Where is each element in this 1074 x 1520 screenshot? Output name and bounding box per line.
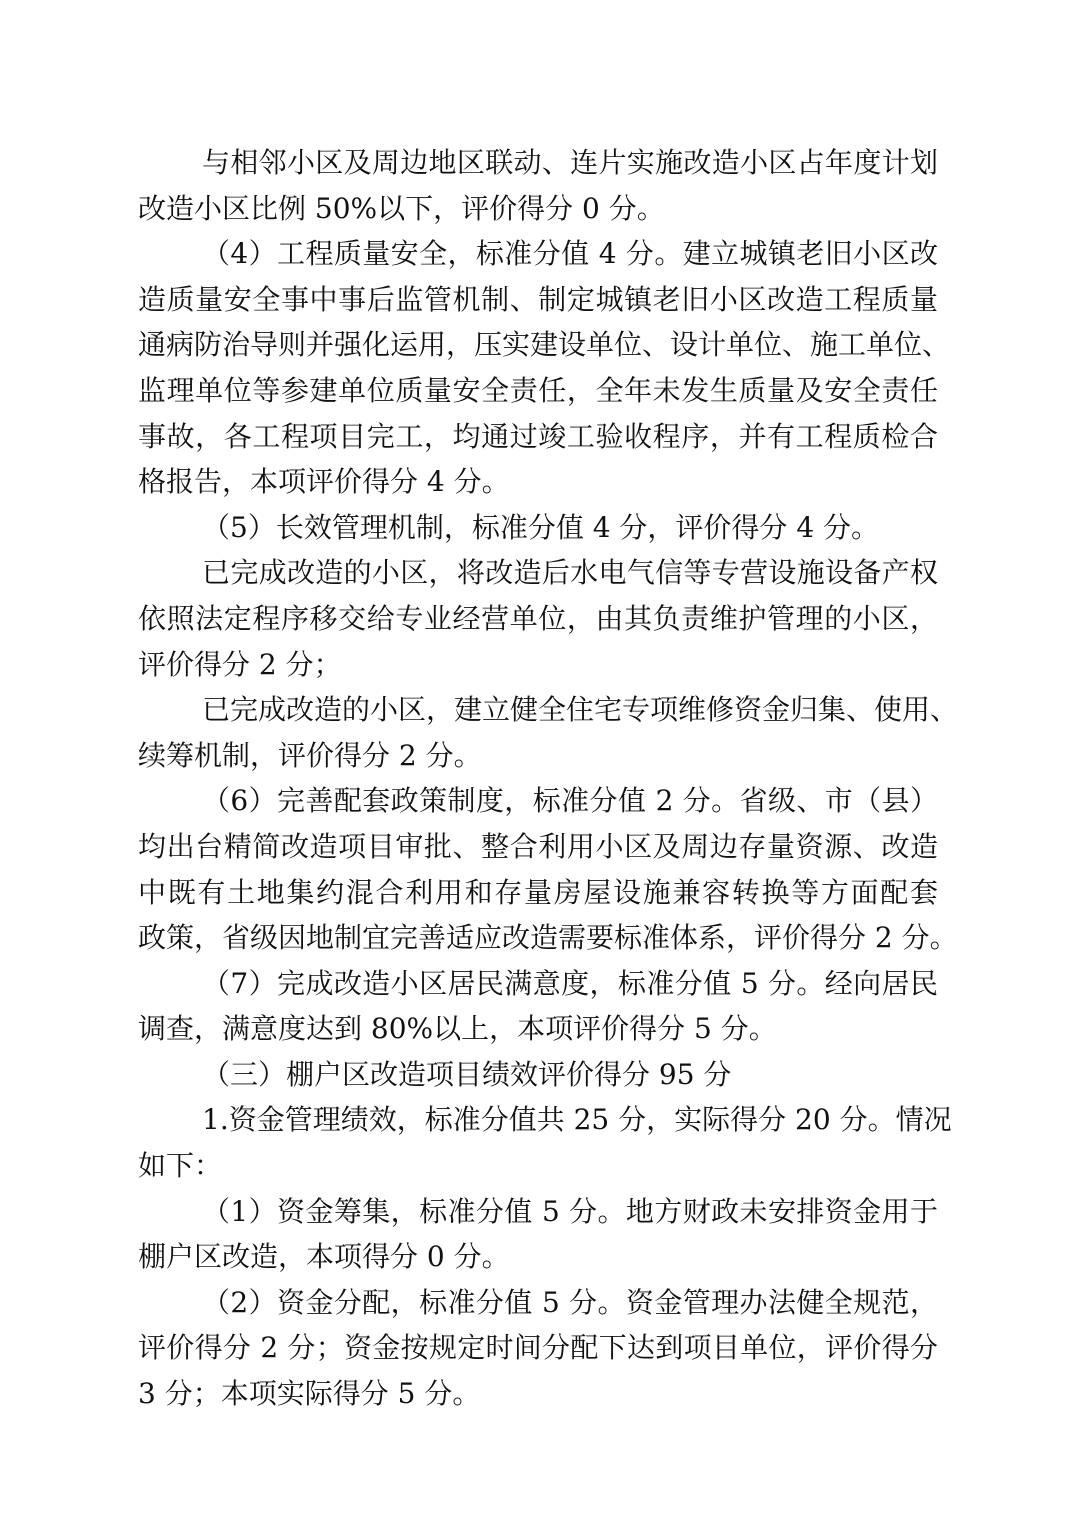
text-line: 评价得分 2 分；资金按规定时间分配下达到项目单位，评价得分 [138, 1331, 938, 1365]
text-line: 改造小区比例 50%以下，评价得分 0 分。 [138, 191, 665, 225]
text-line: 已完成改造的小区，将改造后水电气信等专营设施设备产权 [202, 556, 938, 590]
text-line: 依照法定程序移交给专业经营单位，由其负责维护管理的小区， [138, 601, 938, 635]
text-line: 棚户区改造，本项得分 0 分。 [138, 1240, 510, 1274]
text-line: 3 分；本项实际得分 5 分。 [138, 1377, 481, 1411]
text-line: （4）工程质量安全，标准分值 4 分。建立城镇老旧小区改 [202, 237, 938, 271]
text-line: 中既有土地集约混合利用和存量房屋设施兼容转换等方面配套 [138, 875, 938, 909]
section-heading: （三）棚户区改造项目绩效评价得分 95 分 [202, 1057, 732, 1091]
text-line: 通病防治导则并强化运用，压实建设单位、设计单位、施工单位、 [138, 328, 951, 362]
text-line: （2）资金分配，标准分值 5 分。资金管理办法健全规范， [202, 1285, 938, 1319]
text-line: 格报告，本项评价得分 4 分。 [138, 465, 510, 499]
text-line: 监理单位等参建单位质量安全责任，全年未发生质量及安全责任 [138, 373, 938, 407]
body-text [138, 140, 959, 1417]
text-line: 如下： [138, 1149, 223, 1183]
text-line: （6）完善配套政策制度，标准分值 2 分。省级、市（县） [202, 784, 938, 818]
text-line: 政策，省级因地制宜完善适应改造需要标准体系，评价得分 2 分。 [138, 921, 958, 955]
text-line: （5）长效管理机制，标准分值 4 分，评价得分 4 分。 [202, 510, 880, 544]
text-line: 与相邻小区及周边地区联动、连片实施改造小区占年度计划 [202, 146, 938, 179]
text-line: （7）完成改造小区居民满意度，标准分值 5 分。经向居民 [202, 966, 938, 1000]
text-line: （1）资金筹集，标准分值 5 分。地方财政未安排资金用于 [202, 1194, 938, 1228]
text-line: 事故，各工程项目完工，均通过竣工验收程序，并有工程质检合 [138, 419, 938, 453]
text-line: 评价得分 2 分； [138, 647, 342, 681]
text-line: 均出台精简改造项目审批、整合利用小区及周边存量资源、改造 [138, 829, 938, 863]
text-line: 调查，满意度达到 80%以上，本项评价得分 5 分。 [138, 1012, 777, 1046]
text-line: 造质量安全事中事后监管机制、制定城镇老旧小区改造工程质量 [138, 282, 938, 316]
text-line: 续筹机制，评价得分 2 分。 [138, 738, 482, 772]
text-line: 1.资金管理绩效，标准分值共 25 分，实际得分 20 分。情况 [202, 1103, 952, 1137]
text-line: 已完成改造的小区，建立健全住宅专项维修资金归集、使用、 [202, 693, 959, 727]
